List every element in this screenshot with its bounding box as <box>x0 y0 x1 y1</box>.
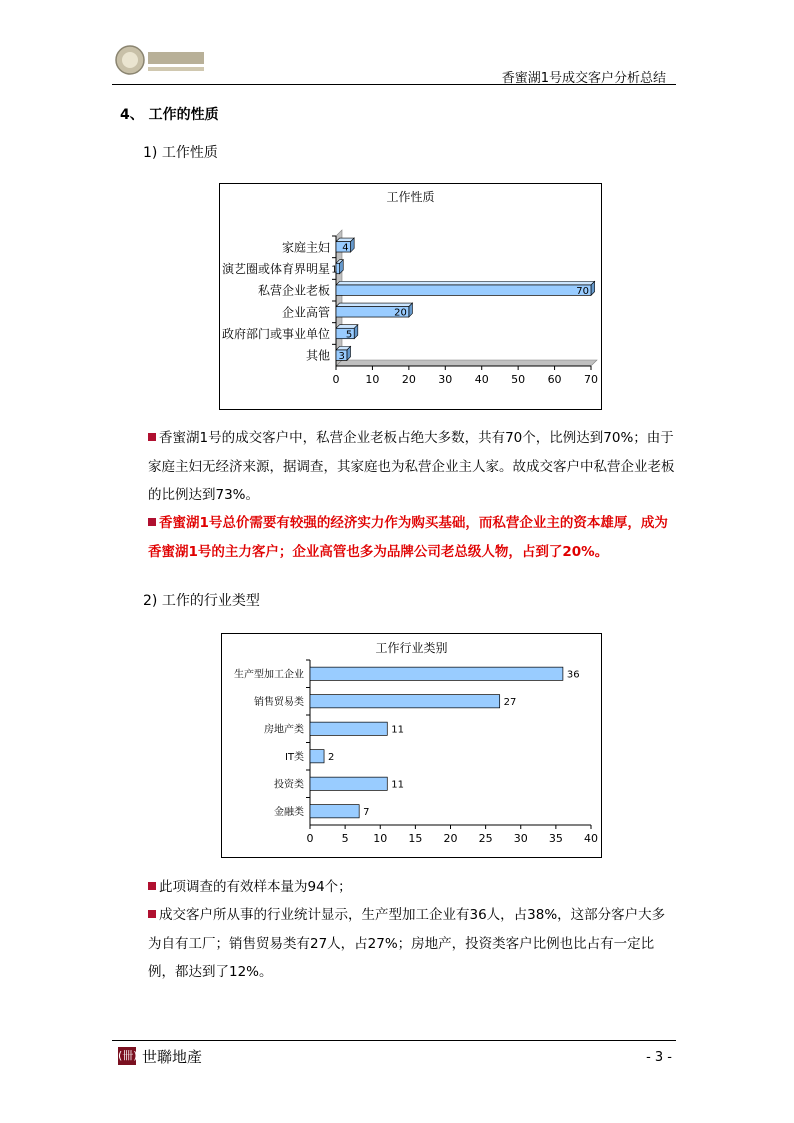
paragraph-text: 此项调查的有效样本量为94个； <box>159 879 352 895</box>
x-tick-label: 30 <box>513 832 528 845</box>
chart-job-nature-plot <box>220 184 601 409</box>
x-tick-label: 35 <box>548 832 563 845</box>
section-title: 4、 工作的性质 <box>120 107 219 123</box>
chart-title: 工作性质 <box>386 190 435 204</box>
data-label: 11 <box>391 779 405 791</box>
data-label: 70 <box>576 285 589 297</box>
bar <box>336 285 591 295</box>
bar <box>310 805 359 818</box>
data-label: 7 <box>363 807 370 819</box>
chart-industry-plot <box>222 634 601 857</box>
x-tick-label: 50 <box>511 373 526 386</box>
paragraph-text: 香蜜湖1号总价需要有较强的经济实力作为购买基础，而私营企业主的资本雄厚，成为香蜜湖1号的主力客户；企业高管也多为品牌公司老总级人物，占到了20%。 <box>148 515 668 560</box>
x-tick-label: 0 <box>306 832 314 845</box>
paragraph-industry-summary <box>148 901 678 987</box>
category-label: 投资类 <box>274 779 304 791</box>
bullet-icon <box>148 910 156 918</box>
x-tick-label: 0 <box>332 373 340 386</box>
x-tick-label: 10 <box>373 832 388 845</box>
x-tick-label: 70 <box>584 373 598 386</box>
chart-job-nature <box>219 183 602 410</box>
data-label: 27 <box>503 697 517 709</box>
category-label: 房地产类 <box>264 724 304 736</box>
subsection-title-industry: 2) 工作的行业类型 <box>143 593 260 609</box>
footer-logo <box>118 1044 202 1068</box>
footer-rule <box>112 1040 676 1041</box>
header-rule <box>112 84 676 85</box>
x-tick-label: 25 <box>478 832 493 845</box>
x-tick-label: 40 <box>584 832 598 845</box>
x-tick-label: 10 <box>365 373 380 386</box>
data-label: 20 <box>394 307 407 319</box>
data-label: 36 <box>566 669 580 681</box>
category-label: 销售贸易类 <box>254 697 304 709</box>
category-label: 其他 <box>305 348 330 363</box>
bullet-icon <box>148 433 156 441</box>
data-label: 11 <box>391 724 405 736</box>
company-mark-icon: (卌) <box>118 1047 136 1065</box>
page-number: - 3 - <box>646 1050 672 1065</box>
data-label: 2 <box>328 752 335 764</box>
bar <box>310 722 387 735</box>
x-tick-label: 15 <box>408 832 423 845</box>
paragraph-highlight <box>148 509 678 566</box>
bullet-icon <box>148 882 156 890</box>
company-logo <box>112 40 212 80</box>
data-label: 4 <box>342 242 349 254</box>
data-label: 1 <box>331 264 338 276</box>
bullet-icon <box>148 518 156 526</box>
bar <box>310 667 563 680</box>
paragraph-text: 成交客户所从事的行业统计显示，生产型加工企业有36人，占38%，这部分客户大多为自有工厂；销售贸易类有27人，占27%；房地产，投资类客户比例也比占有一定比例，都达到了12%。 <box>148 907 666 980</box>
category-label: 家庭主妇 <box>281 240 330 255</box>
x-tick-label: 60 <box>547 373 562 386</box>
category-label: 金融类 <box>274 807 304 819</box>
bar-top <box>336 281 595 285</box>
data-label: 5 <box>345 329 353 341</box>
subsection-title-job-nature: 1) 工作性质 <box>143 145 218 161</box>
footer-company-name: 世聯地產 <box>142 1047 203 1066</box>
category-label: IT类 <box>284 752 304 764</box>
bar <box>310 750 324 763</box>
category-label: 演艺圈或体育界明星 <box>221 262 330 277</box>
category-label: 政府部门或事业单位 <box>221 327 330 342</box>
header-title: 香蜜湖1号成交客户分析总结 <box>501 71 666 86</box>
category-label: 私营企业老板 <box>257 283 330 298</box>
paragraph-sample-size <box>148 873 678 902</box>
x-tick-label: 30 <box>438 373 453 386</box>
x-tick-label: 20 <box>443 832 458 845</box>
bar-top <box>336 303 412 307</box>
chart-title: 工作行业类别 <box>375 641 448 655</box>
paragraph-summary-1 <box>148 424 678 510</box>
paragraph-text: 香蜜湖1号的成交客户中，私营企业老板占绝大多数，共有70个，比例达到70%；由于家庭主妇无经济来源，据调查，其家庭也为私营企业主人家。故成交客户中私营企业老板的比例达到73%。 <box>148 430 675 503</box>
data-label: 3 <box>338 350 345 362</box>
chart-industry <box>221 633 602 858</box>
x-tick-label: 5 <box>341 832 349 845</box>
category-label: 生产型加工企业 <box>234 669 304 681</box>
x-tick-label: 40 <box>474 373 489 386</box>
x-tick-label: 20 <box>401 373 416 386</box>
bar <box>310 777 387 790</box>
chart-floor <box>336 360 597 366</box>
category-label: 企业高管 <box>281 305 330 320</box>
bar <box>310 695 500 708</box>
